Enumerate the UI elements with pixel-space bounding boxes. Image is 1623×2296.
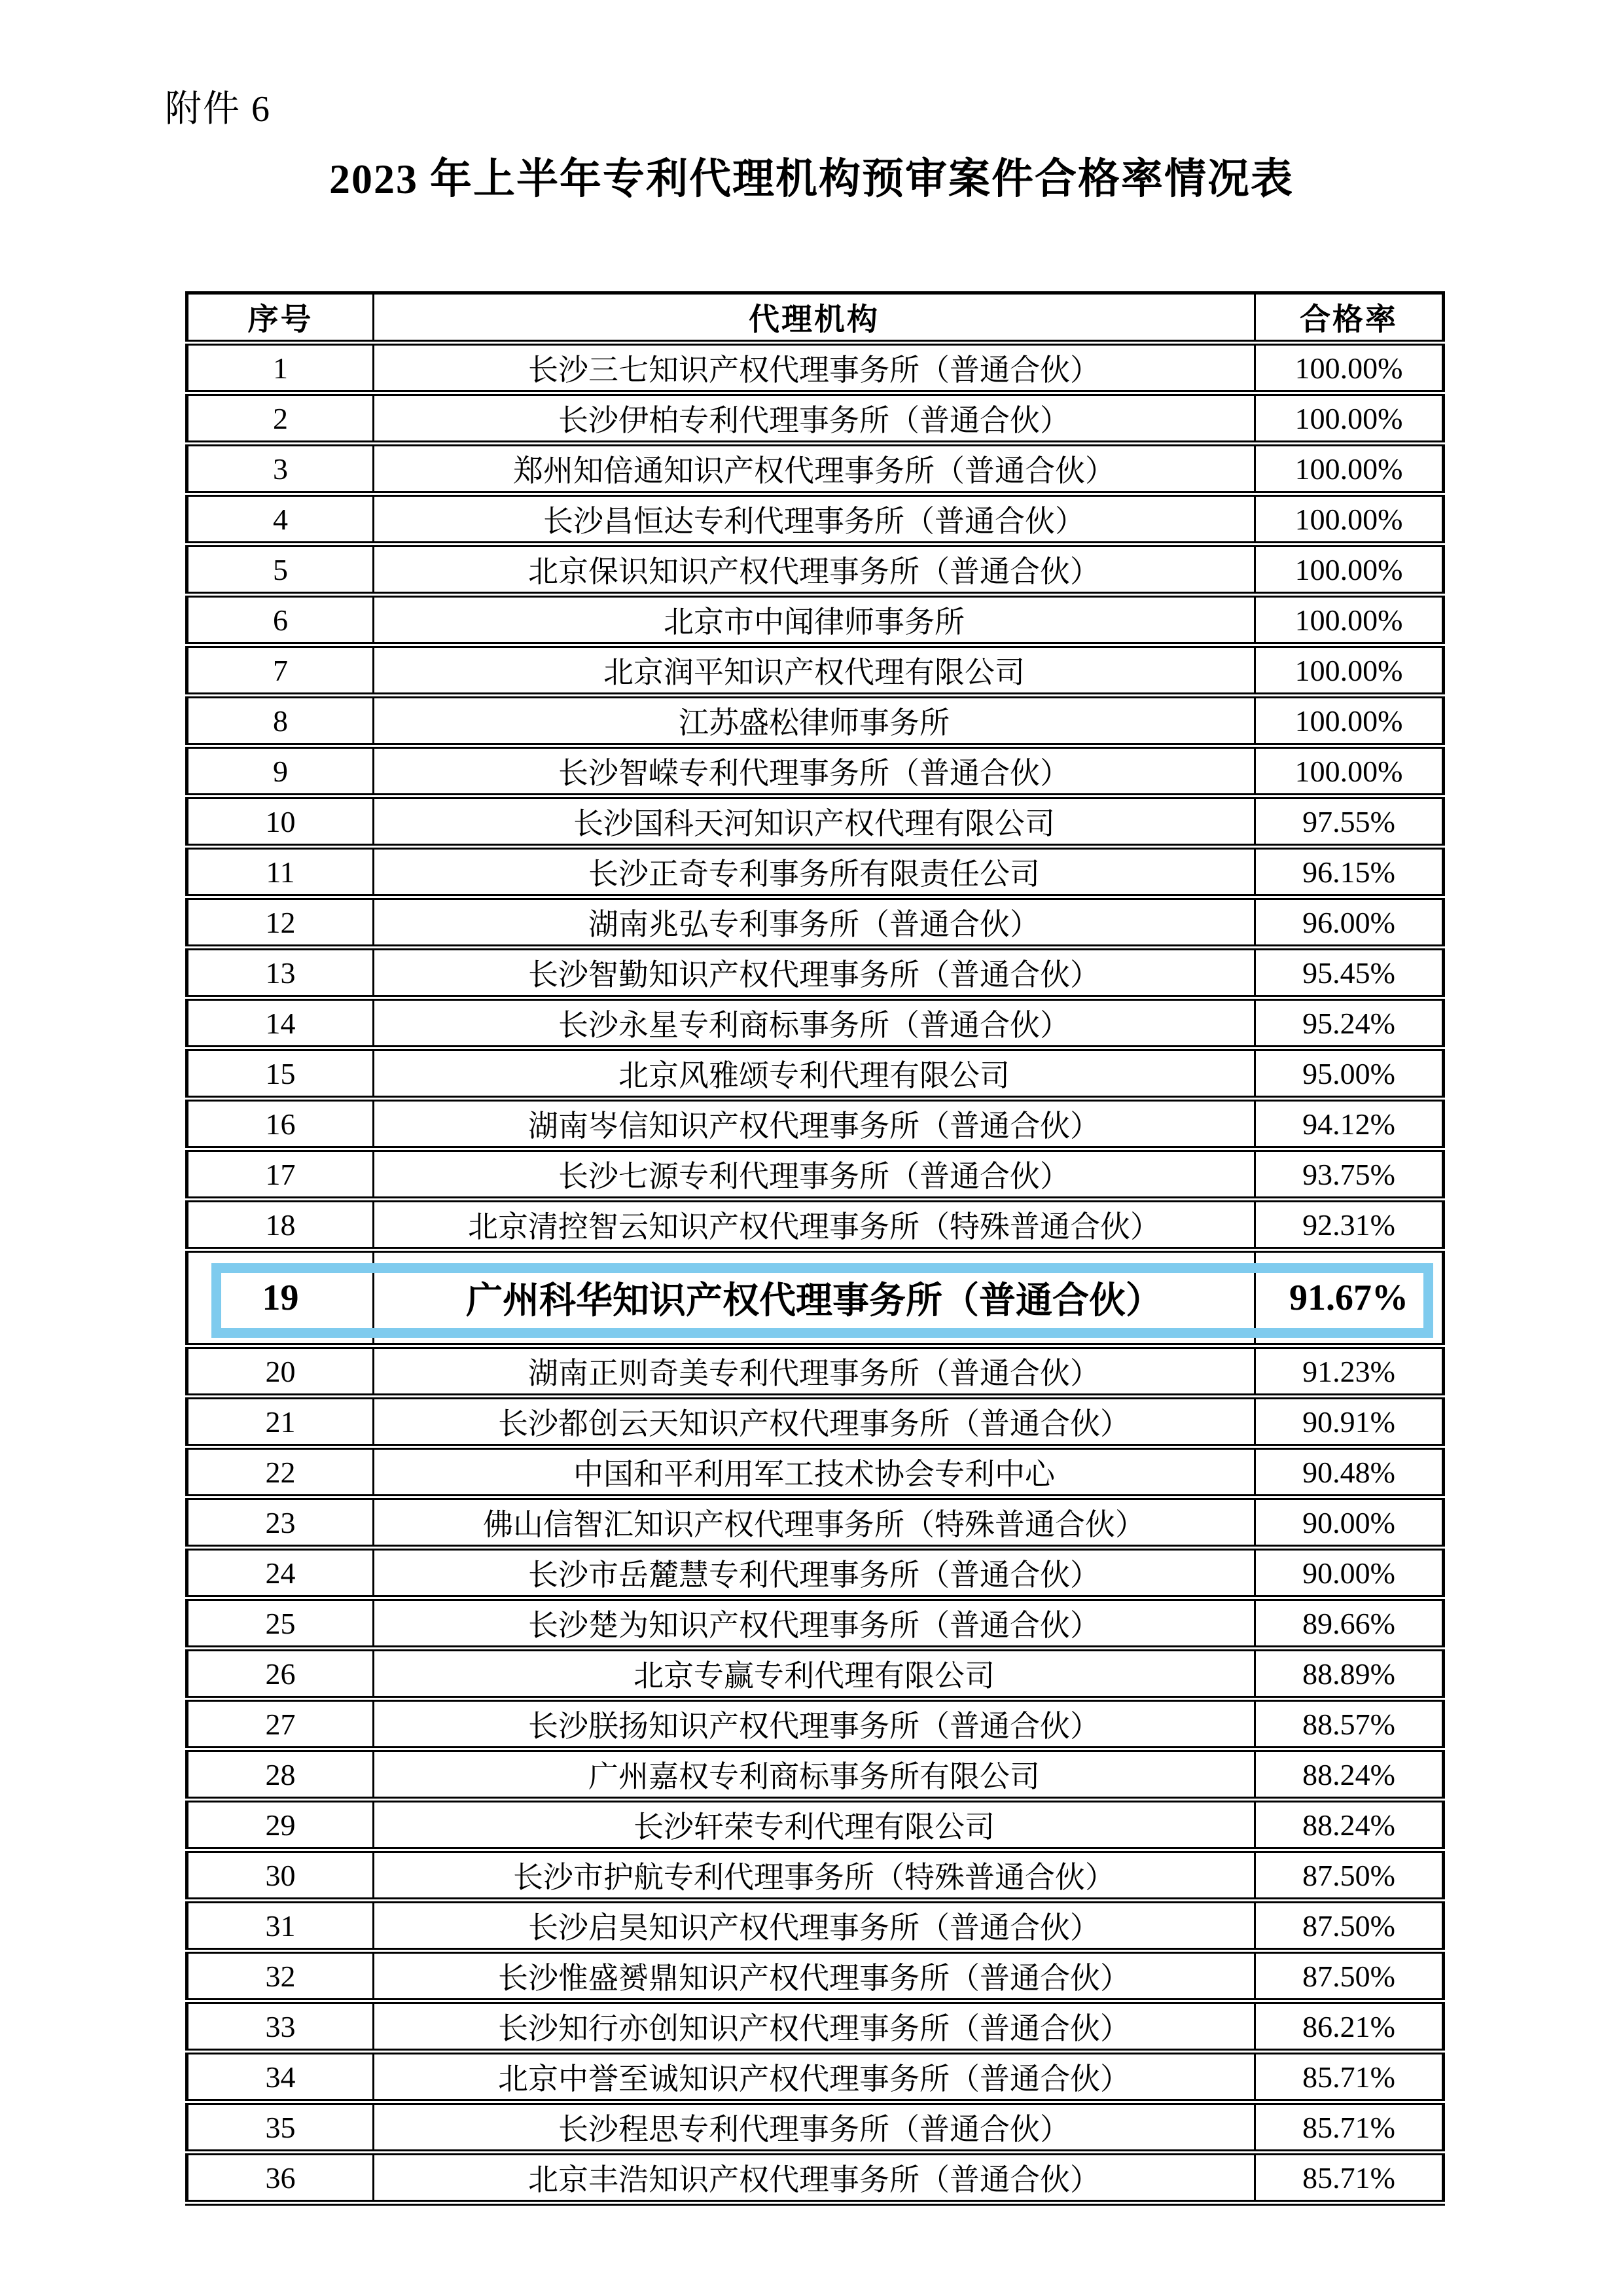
cell-agency: 广州嘉权专利商标事务所有限公司 (374, 1749, 1255, 1800)
cell-rate: 100.00% (1255, 545, 1444, 595)
cell-agency: 长沙昌恒达专利代理事务所（普通合伙） (374, 494, 1255, 545)
cell-rate: 100.00% (1255, 696, 1444, 746)
cell-no: 18 (187, 1200, 374, 1250)
cell-agency: 湖南岑信知识产权代理事务所（普通合伙） (374, 1099, 1255, 1149)
cell-rate: 85.71% (1255, 2153, 1444, 2203)
cell-no: 7 (187, 645, 374, 696)
table-row (187, 2153, 1444, 2203)
cell-rate: 89.66% (1255, 1598, 1444, 1649)
cell-agency: 长沙正奇专利事务所有限责任公司 (374, 847, 1255, 897)
cell-no: 8 (187, 696, 374, 746)
cell-agency: 长沙三七知识产权代理事务所（普通合伙） (374, 343, 1255, 393)
cell-no: 20 (187, 1346, 374, 1397)
cell-agency: 北京专赢专利代理有限公司 (374, 1649, 1255, 1699)
cell-rate: 88.57% (1255, 1699, 1444, 1749)
table-row (187, 645, 1444, 696)
cell-rate: 85.71% (1255, 2052, 1444, 2102)
cell-agency: 佛山信智汇知识产权代理事务所（特殊普通合伙） (374, 1498, 1255, 1548)
cell-agency: 长沙程思专利代理事务所（普通合伙） (374, 2102, 1255, 2153)
cell-rate: 90.00% (1255, 1498, 1444, 1548)
cell-agency: 湖南正则奇美专利代理事务所（普通合伙） (374, 1346, 1255, 1397)
cell-rate: 88.24% (1255, 1800, 1444, 1850)
cell-no: 29 (187, 1800, 374, 1850)
cell-no: 33 (187, 2001, 374, 2052)
cell-no: 11 (187, 847, 374, 897)
cell-agency: 长沙启昊知识产权代理事务所（普通合伙） (374, 1901, 1255, 1951)
cell-agency: 北京润平知识产权代理有限公司 (374, 645, 1255, 696)
cell-agency: 长沙知行亦创知识产权代理事务所（普通合伙） (374, 2001, 1255, 2052)
highlight-box (211, 1263, 1433, 1338)
table-row (187, 1099, 1444, 1149)
cell-no: 35 (187, 2102, 374, 2153)
cell-rate: 100.00% (1255, 595, 1444, 645)
cell-no: 17 (187, 1149, 374, 1200)
cell-rate: 97.55% (1255, 797, 1444, 847)
cell-agency: 广州科华知识产权代理事务所（普通合伙） (374, 1250, 1255, 1346)
cell-rate: 90.48% (1255, 1447, 1444, 1498)
cell-rate: 92.31% (1255, 1200, 1444, 1250)
cell-agency: 北京市中闻律师事务所 (374, 595, 1255, 645)
cell-no: 9 (187, 746, 374, 797)
cell-no: 12 (187, 897, 374, 948)
cell-rate: 95.45% (1255, 948, 1444, 998)
table-row (187, 1548, 1444, 1598)
cell-agency: 郑州知倍通知识产权代理事务所（普通合伙） (374, 444, 1255, 494)
cell-agency: 长沙市护航专利代理事务所（特殊普通合伙） (374, 1850, 1255, 1901)
cell-agency: 长沙轩荣专利代理有限公司 (374, 1800, 1255, 1850)
table-row (187, 1749, 1444, 1800)
cell-no: 21 (187, 1397, 374, 1447)
cell-no: 27 (187, 1699, 374, 1749)
cell-no: 34 (187, 2052, 374, 2102)
cell-no: 22 (187, 1447, 374, 1498)
pass-rate-table (185, 291, 1445, 2206)
cell-no: 25 (187, 1598, 374, 1649)
cell-agency: 长沙惟盛赟鼎知识产权代理事务所（普通合伙） (374, 1951, 1255, 2001)
cell-no: 4 (187, 494, 374, 545)
cell-rate: 100.00% (1255, 393, 1444, 444)
table-row (187, 444, 1444, 494)
cell-agency: 长沙楚为知识产权代理事务所（普通合伙） (374, 1598, 1255, 1649)
cell-rate: 87.50% (1255, 1850, 1444, 1901)
cell-agency: 江苏盛松律师事务所 (374, 696, 1255, 746)
cell-rate: 95.24% (1255, 998, 1444, 1049)
cell-no: 13 (187, 948, 374, 998)
cell-rate: 93.75% (1255, 1149, 1444, 1200)
table-row (187, 847, 1444, 897)
cell-agency: 中国和平利用军工技术协会专利中心 (374, 1447, 1255, 1498)
table-row (187, 1049, 1444, 1099)
table-header-row (187, 293, 1444, 343)
header-agency: 代理机构 (374, 293, 1255, 343)
table-row (187, 948, 1444, 998)
cell-rate: 91.23% (1255, 1346, 1444, 1397)
cell-agency: 北京中誉至诚知识产权代理事务所（普通合伙） (374, 2052, 1255, 2102)
table-row (187, 1447, 1444, 1498)
table-row (187, 1951, 1444, 2001)
cell-no: 19 (187, 1250, 374, 1346)
cell-agency: 北京保识知识产权代理事务所（普通合伙） (374, 545, 1255, 595)
cell-no: 16 (187, 1099, 374, 1149)
table-row (187, 494, 1444, 545)
table-row (187, 1649, 1444, 1699)
cell-agency: 长沙永星专利商标事务所（普通合伙） (374, 998, 1255, 1049)
cell-rate: 95.00% (1255, 1049, 1444, 1099)
cell-no: 26 (187, 1649, 374, 1699)
cell-agency: 长沙伊柏专利代理事务所（普通合伙） (374, 393, 1255, 444)
cell-rate: 100.00% (1255, 494, 1444, 545)
cell-no: 6 (187, 595, 374, 645)
cell-rate: 100.00% (1255, 343, 1444, 393)
table-row (187, 1346, 1444, 1397)
cell-rate: 100.00% (1255, 444, 1444, 494)
cell-no: 5 (187, 545, 374, 595)
cell-no: 15 (187, 1049, 374, 1099)
table-row (187, 1598, 1444, 1649)
header-no: 序号 (187, 293, 374, 343)
cell-no: 23 (187, 1498, 374, 1548)
attachment-label: 附件 6 (165, 89, 271, 130)
cell-agency: 北京清控智云知识产权代理事务所（特殊普通合伙） (374, 1200, 1255, 1250)
header-rate: 合格率 (1255, 293, 1444, 343)
cell-no: 31 (187, 1901, 374, 1951)
cell-agency: 北京风雅颂专利代理有限公司 (374, 1049, 1255, 1099)
table-row (187, 1800, 1444, 1850)
cell-no: 32 (187, 1951, 374, 2001)
cell-agency: 北京丰浩知识产权代理事务所（普通合伙） (374, 2153, 1255, 2203)
cell-rate: 91.67% (1255, 1250, 1444, 1346)
cell-agency: 长沙七源专利代理事务所（普通合伙） (374, 1149, 1255, 1200)
cell-agency: 长沙智嵘专利代理事务所（普通合伙） (374, 746, 1255, 797)
cell-rate: 87.50% (1255, 1951, 1444, 2001)
table-row (187, 2001, 1444, 2052)
table-row (187, 343, 1444, 393)
cell-rate: 86.21% (1255, 2001, 1444, 2052)
cell-rate: 88.24% (1255, 1749, 1444, 1800)
cell-no: 2 (187, 393, 374, 444)
table-row (187, 2102, 1444, 2153)
cell-agency: 长沙智勤知识产权代理事务所（普通合伙） (374, 948, 1255, 998)
table-row (187, 1850, 1444, 1901)
table-row (187, 393, 1444, 444)
table-row (187, 1498, 1444, 1548)
table-row (187, 595, 1444, 645)
cell-rate: 87.50% (1255, 1901, 1444, 1951)
cell-no: 24 (187, 1548, 374, 1598)
table-row (187, 746, 1444, 797)
table-row (187, 797, 1444, 847)
cell-no: 36 (187, 2153, 374, 2203)
cell-rate: 94.12% (1255, 1099, 1444, 1149)
table-row (187, 998, 1444, 1049)
table-row (187, 545, 1444, 595)
cell-no: 3 (187, 444, 374, 494)
cell-rate: 100.00% (1255, 746, 1444, 797)
cell-agency: 湖南兆弘专利事务所（普通合伙） (374, 897, 1255, 948)
cell-agency: 长沙国科天河知识产权代理有限公司 (374, 797, 1255, 847)
cell-agency: 长沙市岳麓慧专利代理事务所（普通合伙） (374, 1548, 1255, 1598)
table-row (187, 1149, 1444, 1200)
table-row (187, 1397, 1444, 1447)
cell-rate: 100.00% (1255, 645, 1444, 696)
cell-rate: 90.91% (1255, 1397, 1444, 1447)
table-row (187, 696, 1444, 746)
cell-agency: 长沙都创云天知识产权代理事务所（普通合伙） (374, 1397, 1255, 1447)
table-row (187, 2052, 1444, 2102)
cell-no: 1 (187, 343, 374, 393)
table-row (187, 897, 1444, 948)
cell-rate: 90.00% (1255, 1548, 1444, 1598)
cell-rate: 96.00% (1255, 897, 1444, 948)
table-row (187, 1699, 1444, 1749)
cell-no: 10 (187, 797, 374, 847)
cell-no: 28 (187, 1749, 374, 1800)
table-row (187, 1200, 1444, 1250)
cell-no: 14 (187, 998, 374, 1049)
table-row (187, 1901, 1444, 1951)
cell-rate: 85.71% (1255, 2102, 1444, 2153)
cell-no: 30 (187, 1850, 374, 1901)
page-title: 2023 年上半年专利代理机构预审案件合格率情况表 (329, 156, 1294, 202)
cell-agency: 长沙朕扬知识产权代理事务所（普通合伙） (374, 1699, 1255, 1749)
cell-rate: 88.89% (1255, 1649, 1444, 1699)
cell-rate: 96.15% (1255, 847, 1444, 897)
